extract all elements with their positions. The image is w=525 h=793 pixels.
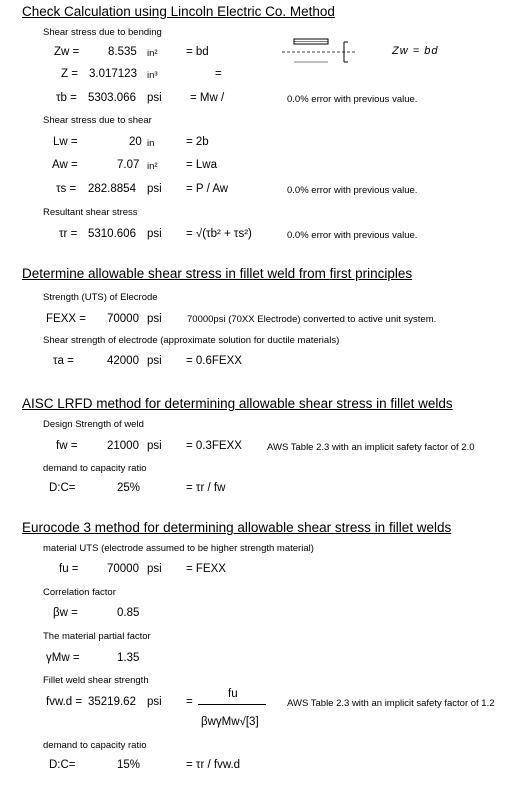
zw-value: 8.535 [108,46,137,58]
fw-value: 21000 [107,440,139,452]
label-fillet-strength: Fillet weld shear strength [43,675,149,686]
lw-symbol: Lw = [53,136,78,148]
fw-note: AWS Table 2.3 with an implicit safety factor of 2.0 [267,442,475,453]
fu-formula: = FEXX [186,563,226,575]
heading-first-principles: Determine allowable shear stress in fillet weld from first principles [22,266,413,281]
ts-formula: = P / Aw [186,183,229,195]
fvw-denominator: βwγMw√[3] [201,716,259,728]
tb-symbol: τb = [56,92,77,104]
heading-lincoln-method: Check Calculation using Lincoln Electric Co. Method [22,4,335,19]
lw-value: 20 [129,136,142,148]
label-correlation-factor: Correlation factor [43,587,116,598]
fexx-symbol: FEXX = [46,313,86,325]
fexx-note: 70000psi (70XX Electrode) converted to active unit system. [187,314,437,325]
fvw-equals: = [186,696,193,708]
aw-value: 7.07 [117,159,140,171]
label-dc-ratio-eurocode: demand to capacity ratio [43,740,147,751]
label-dc-ratio-aisc: demand to capacity ratio [43,463,147,474]
aw-symbol: Aw = [52,159,78,171]
bw-symbol: βw = [53,607,78,619]
dc-value-eurocode: 15% [117,759,141,771]
fu-symbol: fu = [59,563,79,575]
dc-formula-aisc: = τr / fw [186,482,226,494]
beam-section-figure [282,36,357,66]
label-electrode-shear-strength: Shear strength of electrode (approximate solution for ductile materials) [43,335,340,346]
label-partial-factor: The material partial factor [43,631,151,642]
label-shear-bending: Shear stress due to bending [43,27,162,38]
fvw-value: 35219.62 [88,696,136,708]
label-design-strength: Design Strength of weld [43,419,144,430]
dc-formula-eurocode: = τr / fvw.d [186,759,241,771]
fraction-bar [198,704,266,705]
gmw-symbol: γMw = [46,652,80,664]
fvw-note: AWS Table 2.3 with an implicit safety factor of 1.2 [287,698,495,709]
figure-zw-label: Zw = bd [392,45,439,57]
zw-unit: in² [147,48,158,59]
fexx-unit: psi [147,313,162,325]
z-value: 3.017123 [89,68,137,80]
gmw-value: 1.35 [117,652,140,664]
tr-value: 5310.606 [88,228,136,240]
ta-symbol: τa = [53,355,74,367]
tr-symbol: τr = [59,228,78,240]
heading-aisc-lrfd: AISC LRFD method for determining allowable shear stress in fillet welds [22,396,453,411]
ta-unit: psi [147,355,162,367]
zw-formula: = bd [186,46,209,58]
fvw-symbol: fvw.d = [46,696,83,708]
label-shear-shear: Shear stress due to shear [43,115,152,126]
ta-value: 42000 [107,355,139,367]
aw-unit: in² [147,161,158,172]
z-symbol: Z = [61,68,78,80]
fw-formula: = 0.3FEXX [186,440,242,452]
tb-note: 0.0% error with previous value. [287,94,418,105]
fexx-value: 70000 [107,313,139,325]
aw-formula: = Lwa [186,159,218,171]
zw-symbol: Zw = [54,46,80,58]
fw-symbol: fw = [56,440,78,452]
label-resultant: Resultant shear stress [43,207,138,218]
tr-formula: = √(τb² + τs²) [186,228,252,240]
ts-unit: psi [147,183,162,195]
fu-unit: psi [147,563,162,575]
tr-note: 0.0% error with previous value. [287,230,418,241]
dc-symbol-eurocode: D:C= [49,759,76,771]
tb-unit: psi [147,92,162,104]
ts-note: 0.0% error with previous value. [287,185,418,196]
ts-value: 282.8854 [88,183,136,195]
fu-value: 70000 [107,563,139,575]
lw-formula: = 2b [186,136,209,148]
label-material-uts: material UTS (electrode assumed to be higher strength material) [43,543,314,554]
tb-value: 5303.066 [88,92,136,104]
ts-symbol: τs = [56,183,77,195]
fvw-unit: psi [147,696,162,708]
lw-unit: in [147,138,155,149]
tb-formula: = Mw / [190,92,225,104]
bw-value: 0.85 [117,607,140,619]
dc-value-aisc: 25% [117,482,141,494]
z-unit: in³ [147,70,158,81]
ta-formula: = 0.6FEXX [186,355,242,367]
z-formula: = [215,68,222,80]
fw-unit: psi [147,440,162,452]
label-electrode-strength: Strength (UTS) of Elecrode [43,292,158,303]
dc-symbol-aisc: D:C= [49,482,76,494]
heading-eurocode-3: Eurocode 3 method for determining allowable shear stress in fillet welds [22,520,452,535]
tr-unit: psi [147,228,162,240]
fvw-numerator: fu [228,688,238,700]
